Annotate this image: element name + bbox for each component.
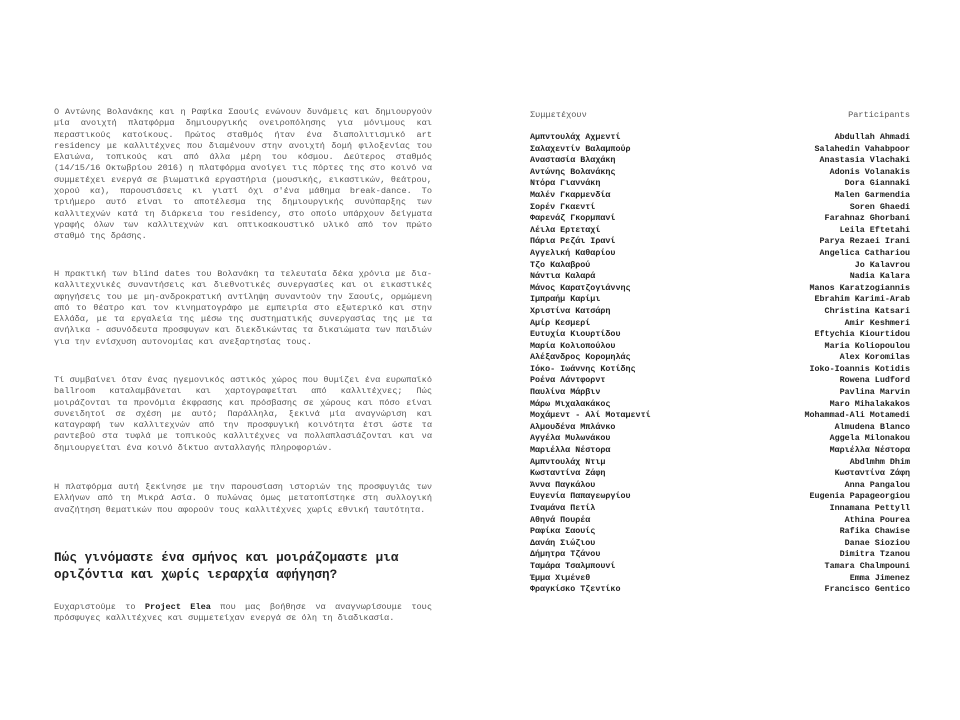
participant-row bbox=[530, 538, 910, 550]
acknowledgement-paragraph bbox=[54, 602, 432, 630]
participant-name-greek: Αθηνά Πουρέα bbox=[530, 514, 591, 525]
participant-name-english: Rowena Ludford bbox=[839, 375, 910, 386]
participant-name-greek: Αλμουδένα Μπλάνκο bbox=[530, 421, 616, 432]
participant-name-greek: Μαλέν Γκαρμενδία bbox=[530, 189, 611, 200]
participant-name-english: Farahnaz Ghorbani bbox=[824, 213, 910, 224]
participant-row bbox=[530, 329, 910, 341]
participant-name-greek: Φραγκίσκο Τζεντίκο bbox=[530, 584, 621, 595]
participant-name-greek: Σορέν Γκαεντί bbox=[530, 201, 596, 212]
participant-name-greek: Ιναμάνα Πετίλ bbox=[530, 503, 596, 513]
participant-row bbox=[530, 422, 910, 434]
participant-name-english: Ebrahim Karimi-Arab bbox=[814, 294, 910, 305]
participant-name-english: Tamara Chalmpouni bbox=[824, 560, 910, 571]
participant-row bbox=[530, 573, 910, 585]
participant-name-english: Leila Eftetahi bbox=[839, 224, 910, 235]
participant-row bbox=[530, 294, 910, 306]
participant-row bbox=[530, 178, 910, 190]
participant-name-greek: Ραφίκα Σαουίς bbox=[530, 526, 596, 537]
participant-name-english: Eugenia Papageorgiou bbox=[809, 491, 910, 502]
participant-row bbox=[530, 457, 910, 469]
participant-name-greek: Δανάη Σιώζιου bbox=[530, 537, 596, 548]
participant-name-english: Innamana Pettyll bbox=[829, 503, 910, 513]
participant-row bbox=[530, 445, 910, 457]
participant-name-english: Alex Koromilas bbox=[839, 352, 910, 363]
participant-row bbox=[530, 503, 910, 515]
participant-name-greek: Ευτυχία Κιουρτίδου bbox=[530, 329, 621, 340]
participant-name-english: Soren Ghaedi bbox=[849, 201, 910, 212]
participant-row bbox=[530, 491, 910, 503]
participant-row bbox=[530, 132, 910, 144]
participant-name-greek: Ροένα Λάντφορντ bbox=[530, 375, 606, 386]
participant-name-english: Aggela Milonakou bbox=[829, 433, 910, 444]
participant-name-greek: Αντώνης Βολανάκης bbox=[530, 166, 616, 177]
participant-name-greek: Μοχάμεντ - Αλί Μοταμεντί bbox=[530, 410, 651, 421]
participant-row bbox=[530, 236, 910, 248]
participant-row bbox=[530, 352, 910, 364]
participant-row bbox=[530, 561, 910, 573]
participant-name-english: Μαριέλλα Νέστορα bbox=[829, 445, 910, 456]
participant-row bbox=[530, 283, 910, 295]
participant-name-greek: Νάντια Καλαρά bbox=[530, 271, 596, 282]
participant-name-english: Angelica Cathariou bbox=[819, 247, 910, 258]
participant-name-english: Anna Pangalou bbox=[844, 479, 910, 490]
project-elea-name: Project Elea bbox=[144, 602, 211, 612]
participant-row bbox=[530, 410, 910, 422]
participant-row bbox=[530, 526, 910, 538]
participant-name-english: Salahedin Vahabpoor bbox=[814, 143, 910, 154]
participant-row bbox=[530, 387, 910, 399]
participant-name-greek: Αμπντουλάχ Ντιμ bbox=[530, 456, 606, 467]
participant-row bbox=[530, 190, 910, 202]
participant-name-english: Κωσταντίνα Ζάφη bbox=[834, 468, 910, 479]
intro-paragraph: Ο Αντώνης Βολανάκης και η Ραφίκα Σαουίς ενώνουν δυνάμεις και δημιουργούν μία ανοιχτή πλατφόρμα δημιουργικής ονειροπόλησης για μόνιμους και περαστικούς κατοίκους. Πρώτος σταθμός ήταν ένα διαπολιτισμικό art residency με καλλιτέχνες που διαμένουν στην ανοιχτή δομή φιλοξενίας του Ελαιώνα, τοπικούς και από άλλα μέρη του κόσμου. Δεύτερος σταθμός (14/15/16 Οκτωβρίου 2016) η πλατφόρμα ανοίγει τις πόρτες της στο κοινό να συμμετέχει ενεργά σε βιωματικά εργαστήρια (μουσικής, εικαστικών, θεάτρου, χορού κα), παρουσιάσεις κι γιατί όχι σ'ένα μάθημα break-dance. Το τριήμερο αυτό είναι το αποτέλεσμα της δημιουργικής συνύπαρξης των καλλιτεχνών κατά τη διάρκεια του residency, στο οποίο υπάρχουν δείγματα γραφής όλων των καλλιτεχνών και οπτικοακουστικό υλικό από τον πρώτο σταθμό της δράσης. bbox=[54, 107, 432, 242]
participant-row bbox=[530, 480, 910, 492]
participants-header-greek: Συμμετέχουν bbox=[530, 110, 587, 120]
participant-name-english: Jo Kalavrou bbox=[854, 259, 910, 270]
right-page bbox=[480, 0, 960, 720]
participant-row bbox=[530, 202, 910, 214]
platform-origin-paragraph: Η πλατφόρμα αυτή ξεκίνησε με την παρουσίαση ιστοριών της προσφυγιάς των Ελλήνων από τη Μικρά Ασία. Ο πυλώνας όμως μετατοπίστηκε στη συλλογική αναζήτηση θεματικών που αφορούν τους καλλιτέχνες χωρίς εθνική ταυτότητα. bbox=[54, 482, 432, 515]
participant-name-greek: Αναστασία Βλαχάκη bbox=[530, 155, 616, 166]
participant-name-greek: Ιμπραήμ Καρίμι bbox=[530, 294, 601, 305]
participant-name-english: Athina Pourea bbox=[844, 514, 910, 525]
participant-row bbox=[530, 155, 910, 167]
participant-row bbox=[530, 260, 910, 272]
participant-name-english: Adonis Volanakis bbox=[829, 166, 910, 177]
participant-name-greek: Ευγενία Παπαγεωργίου bbox=[530, 491, 631, 502]
participant-name-english: Emma Jimenez bbox=[849, 572, 910, 583]
participant-name-greek: Χριστίνα Κατσάρη bbox=[530, 305, 611, 316]
participant-name-english: Danae Siozioυ bbox=[844, 537, 910, 548]
participant-name-english: Amir Keshmeri bbox=[844, 317, 910, 328]
participant-row bbox=[530, 213, 910, 225]
participant-name-greek: Παυλίνα Μάρβιν bbox=[530, 387, 601, 398]
participants-header-english: Participants bbox=[848, 110, 910, 120]
participant-row bbox=[530, 399, 910, 411]
participant-name-greek: Μάνος Καρατζογιάννης bbox=[530, 282, 631, 293]
participant-row bbox=[530, 341, 910, 353]
participant-name-greek: Αγγέλα Μυλωνάκου bbox=[530, 433, 611, 444]
participant-name-english: Maria Koliopoulou bbox=[824, 340, 910, 351]
participant-name-english: Rafika Chawise bbox=[839, 526, 910, 537]
ballroom-paragraph: Τί συμβαίνει όταν ένας ηγεμονικός αστικός χώρος που θυμίζει ένα ευρωπαϊκό ballroom καταλαμβάνεται και χαρτογραφείται από καλλιτέχνες; Πώς μοιράζονται τα προνόμια έκφρασης και πρόσβασης σε χώρους και πόσο είναι συνειδητοί σε σχέση με αυτό; Παράλληλα, ξεκινά μία αναγνώριση και καταγραφή των καλλιτεχνών από την προσφυγική κοινότητα έτσι ώστε τα ραντεβού στα τυφλά με τοπικούς καλλιτέχνες να πολλαπλασιάζονται και να δημιουργείται ένα κοινό δίκτυο ανταλλαγής πληροφοριών. bbox=[54, 375, 432, 453]
participant-name-greek: Σαλαχεντίν Βαλαμπούρ bbox=[530, 143, 631, 154]
participant-name-english: Pavlina Marvin bbox=[839, 387, 910, 398]
participant-name-english: Nadia Kalara bbox=[849, 271, 910, 282]
participant-name-english: Malen Garmendia bbox=[834, 189, 910, 200]
participants-list bbox=[530, 132, 910, 596]
participant-row bbox=[530, 306, 910, 318]
participant-name-english: Maro Mihalakakos bbox=[829, 398, 910, 409]
participant-row bbox=[530, 364, 910, 376]
participant-name-english: Manos Karatzogiannis bbox=[809, 282, 910, 293]
participant-row bbox=[530, 433, 910, 445]
participant-row bbox=[530, 144, 910, 156]
participant-row bbox=[530, 468, 910, 480]
participant-name-greek: Αλέξανδρος Κορομηλάς bbox=[530, 352, 631, 363]
participant-name-english: Almudena Blanco bbox=[834, 421, 910, 432]
participant-row bbox=[530, 584, 910, 596]
participant-name-greek: Λέιλα Ερτεταχί bbox=[530, 224, 601, 235]
participant-name-english: Abdlmhm Dhim bbox=[849, 456, 910, 467]
participant-name-english: Ioko-Ioannis Kotidis bbox=[809, 363, 910, 374]
participant-name-greek: Έμμα Χιμένεθ bbox=[530, 572, 591, 583]
participant-name-greek: Μαριέλλα Νέστορα bbox=[530, 445, 611, 456]
participant-name-greek: Μάρω Μιχαλακάκος bbox=[530, 398, 611, 409]
participant-row bbox=[530, 225, 910, 237]
participant-name-greek: Δήμητρα Τζάνου bbox=[530, 549, 601, 560]
participant-name-greek: Ιόκο- Ιωάννης Κοτίδης bbox=[530, 363, 636, 374]
participant-name-greek: Ταμάρα Τσαλμπουνί bbox=[530, 560, 616, 571]
thanks-text-after: που μας βοήθησε να αναγνωρίσουμε τους πρόσφυγες καλλιτέχνες και συμμετείχαν ενεργά σε όλη τη διαδικασία. bbox=[54, 602, 432, 624]
participant-row bbox=[530, 271, 910, 283]
participant-name-english: Francisco Gentico bbox=[824, 584, 910, 595]
participant-name-english: Abdullah Ahmadi bbox=[834, 132, 910, 142]
blind-dates-paragraph: Η πρακτική των blind dates του Βολανάκη τα τελευταία δέκα χρόνια με δια-καλλιτεχνικές συναντήσεις και διεθνοτικές συνεργασίες και οι εικαστικές αφηγήσεις του με μη-ανδροκρατική αντίληψη συναντούν την Σαουίς, ορμώμενη από το θέατρο και τον κινηματογράφο με εμπειρία στο εξωτερικό και στην Ελλάδα, με τα εργαλεία της μέσω της συστηματικής συνεργασίας της με τα ανήλικα - ασυνόδευτα προσφυγων και διεκδικώντας τα δικαιώματα των παιδιών για την ενίσχυση αυτονομίας και ανεξαρτησίας τους. bbox=[54, 269, 432, 347]
participant-row bbox=[530, 549, 910, 561]
section-heading: Πώς γινόμαστε ένα σμήνος και μοιράζομαστε μια οριζόντια και χωρίς ιεραρχία αφήγηση? bbox=[54, 551, 399, 582]
participant-name-greek: Τζο Καλαβρού bbox=[530, 259, 591, 270]
participant-name-english: Eftychia Kiourtidou bbox=[814, 329, 910, 340]
participant-name-english: Dora Giannaki bbox=[844, 178, 910, 189]
participant-row bbox=[530, 318, 910, 330]
participant-name-greek: Μαρία Κολιοπούλου bbox=[530, 340, 616, 351]
participant-row bbox=[530, 167, 910, 179]
participant-name-greek: Αμίρ Κεσμερί bbox=[530, 317, 591, 328]
participant-row bbox=[530, 515, 910, 527]
participant-name-greek: Αγγελική Καθαρίου bbox=[530, 247, 616, 258]
participant-name-greek: Φαρενάζ Γκορμπανί bbox=[530, 213, 616, 224]
participant-name-greek: Αμπντουλάχ Αχμεντί bbox=[530, 132, 621, 142]
participant-row bbox=[530, 375, 910, 387]
participant-name-greek: Άννα Παγκάλου bbox=[530, 479, 596, 490]
participant-name-greek: Ντόρα Γιαννάκη bbox=[530, 178, 601, 189]
participant-name-greek: Πάρια Ρεζάι Ιρανί bbox=[530, 236, 616, 247]
participant-name-english: Parya Rezaei Irani bbox=[819, 236, 910, 247]
participant-name-english: Christina Katsari bbox=[824, 305, 910, 316]
participant-name-greek: Κωσταντίνα Ζάφη bbox=[530, 468, 606, 479]
participant-name-english: Dimitra Tzanou bbox=[839, 549, 910, 560]
participant-name-english: Anastasia Vlachaki bbox=[819, 155, 910, 166]
participant-row bbox=[530, 248, 910, 260]
thanks-text-before: Ευχαριστούμε το bbox=[54, 602, 145, 612]
participant-name-english: Mohammad-Ali Motamedi bbox=[804, 410, 910, 421]
